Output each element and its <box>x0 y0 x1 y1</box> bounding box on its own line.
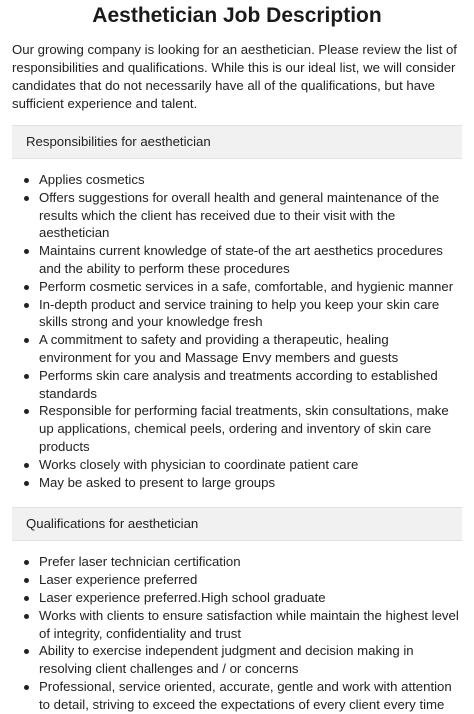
responsibility-item <box>12 296 462 332</box>
responsibility-item <box>12 474 462 492</box>
bullet-icon <box>24 463 29 468</box>
qualification-item <box>12 607 462 643</box>
responsibility-item-text: In-depth product and service training to help you keep your skin care skills strong and your knowledge fresh <box>39 296 440 330</box>
responsibility-item <box>12 171 462 189</box>
bullet-icon <box>24 285 29 290</box>
bullet-icon <box>24 178 29 183</box>
qualification-item-text: Prefer laser technician certification <box>39 554 241 570</box>
bullet-icon <box>24 338 29 343</box>
responsibility-item-text: May be asked to present to large groups <box>39 474 276 490</box>
bullet-icon <box>24 560 29 565</box>
responsibility-item <box>12 456 462 474</box>
responsibility-item-text: Performs skin care analysis and treatments according to established standards <box>39 367 438 401</box>
bullet-icon <box>24 596 29 601</box>
responsibility-item-text: Maintains current knowledge of state-of the art aesthetics procedures and the ability to perform these procedures <box>39 243 443 276</box>
responsibility-item-text: A commitment to safety and providing a therapeutic, healing environment for you and Massage Envy members and guests <box>39 332 399 365</box>
bullet-icon <box>24 649 29 654</box>
bullet-icon <box>24 614 29 619</box>
qualification-item-text: Professional, service oriented, accurate, gentle and work with attention to detail, striving to exceed the expectations of every client every time <box>39 678 452 712</box>
qualification-item <box>12 589 462 607</box>
responsibility-item-text: Offers suggestions for overall health and general maintenance of the results which the client has received due to their visit with the aesthetician <box>39 189 440 241</box>
bullet-icon <box>24 578 29 583</box>
bullet-icon <box>24 685 29 690</box>
responsibility-item <box>12 331 462 367</box>
qualification-item <box>12 571 462 589</box>
responsibility-item <box>12 189 462 242</box>
responsibility-item-text: Applies cosmetics <box>39 172 145 187</box>
responsibility-item <box>12 367 462 403</box>
qualifications-header: Qualifications for aesthetician <box>12 507 462 541</box>
bullet-icon <box>24 249 29 254</box>
responsibilities-header: Responsibilities for aesthetician <box>12 125 462 159</box>
responsibility-item <box>12 402 462 455</box>
qualification-item-text: Ability to exercise independent judgment and decision making in resolving client challenges and / or concerns <box>39 643 414 677</box>
responsibility-item <box>12 278 462 296</box>
qualification-item-text: Works with clients to ensure satisfaction while maintain the highest level of integrity, confidentiality and trust <box>39 607 459 641</box>
bullet-icon <box>24 303 29 308</box>
bullet-icon <box>24 481 29 486</box>
responsibility-item-text: Responsible for performing facial treatments, skin consultations, make up applications, chemical peels, ordering and inventory of skin care products <box>39 403 449 454</box>
qualification-item <box>12 553 462 571</box>
qualification-item-text: Laser experience preferred <box>39 572 198 588</box>
responsibility-item-text: Works closely with physician to coordinate patient care <box>39 456 359 472</box>
bullet-icon <box>24 196 29 201</box>
qualification-item-text: Laser experience preferred.High school graduate <box>39 589 326 605</box>
qualification-item <box>12 642 462 678</box>
responsibility-item-text: Perform cosmetic services in a safe, comfortable, and hygienic manner <box>39 278 454 294</box>
qualification-item <box>12 678 462 714</box>
responsibility-item <box>12 242 462 278</box>
responsibilities-list <box>12 171 462 491</box>
qualifications-list <box>12 553 462 713</box>
bullet-icon <box>24 374 29 379</box>
intro-paragraph: Our growing company is looking for an aesthetician. Please review the list of responsibilities and qualifications. While this is our ideal list, we will consider candidates that do not necessarily have all of the qualifications, but have sufficient experience and talent. <box>12 42 457 111</box>
bullet-icon <box>24 409 29 414</box>
page-title: Aesthetician Job Description <box>92 4 382 27</box>
